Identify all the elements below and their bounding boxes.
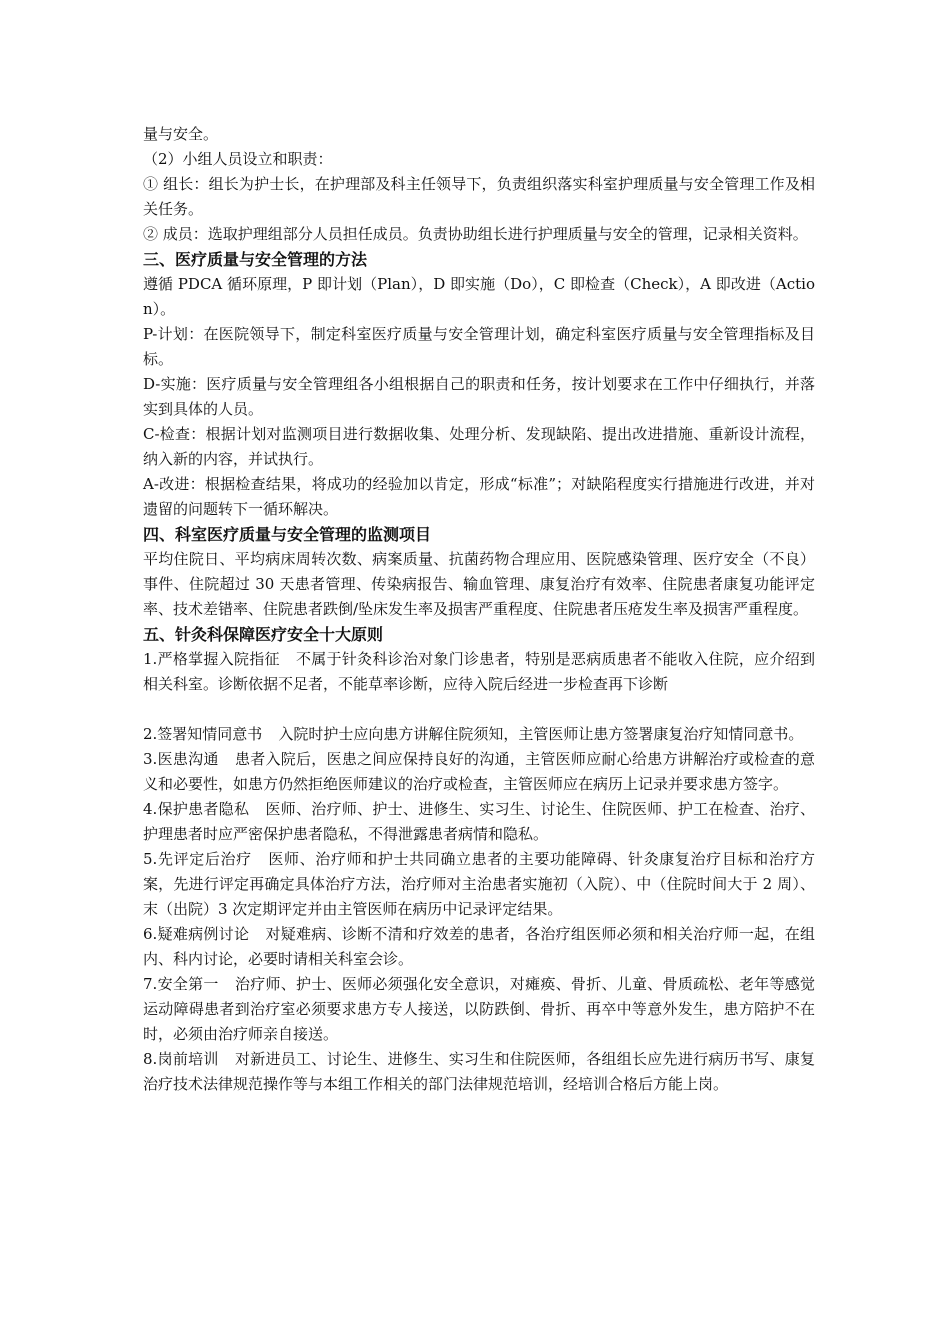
principle-item xyxy=(143,747,815,797)
blank-line xyxy=(143,697,815,722)
paragraph: ① 组长：组长为护士长，在护理部及科主任领导下，负责组织落实科室护理质量与安全管理工作及相关任务。 xyxy=(143,175,815,218)
paragraph: 平均住院日、平均病床周转次数、病案质量、抗菌药物合理应用、医院感染管理、医疗安全（不良）事件、住院超过 30 天患者管理、传染病报告、输血管理、康复治疗有效率、住院患者康复功能评定率、技术差错率、住院患者跌倒/坠床发生率及损害严重程度、住院患者压疮发生率及损害严重程度。 xyxy=(143,550,815,618)
principle-text: 入院时护士应向患方讲解住院须知，主管医师让患方签署康复治疗知情同意书。 xyxy=(278,725,804,743)
paragraph: P-计划：在医院领导下，制定科室医疗质量与安全管理计划，确定科室医疗质量与安全管理指标及目标。 xyxy=(143,325,815,368)
principle-title: 7.安全第一 xyxy=(143,975,219,993)
principle-title: 1.严格掌握入院指征 xyxy=(143,650,280,668)
document-page xyxy=(143,122,815,1097)
principle-item xyxy=(143,722,815,747)
section-heading: 四、科室医疗质量与安全管理的监测项目 xyxy=(143,525,432,544)
paragraph: 遵循 PDCA 循环原理，P 即计划（Plan），D 即实施（Do），C 即检查（Check），A 即改进（Action）。 xyxy=(143,275,815,318)
principle-title: 5.先评定后治疗 xyxy=(143,850,252,868)
principle-title: 6.疑难病例讨论 xyxy=(143,925,250,943)
section-heading: 三、医疗质量与安全管理的方法 xyxy=(143,250,368,269)
paragraph: 量与安全。 xyxy=(143,125,219,143)
principle-text: 患者入院后，医患之间应保持良好的沟通，主管医师应耐心给患方讲解治疗或检查的意义和必要性，如患方仍然拒绝医师建议的治疗或检查，主管医师应在病历上记录并要求患方签字。 xyxy=(143,750,815,793)
principle-title: 3.医患沟通 xyxy=(143,750,219,768)
principle-item xyxy=(143,647,815,697)
paragraph: D-实施：医疗质量与安全管理组各小组根据自己的职责和任务，按计划要求在工作中仔细执行，并落实到具体的人员。 xyxy=(143,375,815,418)
principle-text: 不属于针灸科诊治对象门诊患者，特别是恶病质患者不能收入住院，应介绍到相关科室。诊断依据不足者，不能草率诊断，应待入院后经进一步检查再下诊断 xyxy=(143,650,815,693)
paragraph: （2）小组人员设立和职责： xyxy=(143,150,333,168)
principle-item xyxy=(143,847,815,922)
principle-text: 对疑难病、诊断不清和疗效差的患者，各治疗组医师必须和相关治疗师一起，在组内、科内讨论，必要时请相关科室会诊。 xyxy=(143,925,815,968)
principle-item xyxy=(143,922,815,972)
principle-item xyxy=(143,1047,815,1097)
principle-title: 8.岗前培训 xyxy=(143,1050,219,1068)
principle-title: 2.签署知情同意书 xyxy=(143,725,263,743)
principle-text: 医师、治疗师、护士、进修生、实习生、讨论生、住院医师、护工在检查、治疗、护理患者时应严密保护患者隐私，不得泄露患者病情和隐私。 xyxy=(143,800,815,843)
paragraph: ② 成员：选取护理组部分人员担任成员。负责协助组长进行护理质量与安全的管理，记录相关资料。 xyxy=(143,225,808,243)
paragraph: C-检查：根据计划对监测项目进行数据收集、处理分析、发现缺陷、提出改进措施、重新设计流程，纳入新的内容，并试执行。 xyxy=(143,425,815,468)
principle-item xyxy=(143,972,815,1047)
principle-text: 医师、治疗师和护士共同确立患者的主要功能障碍、针灸康复治疗目标和治疗方案，先进行评定再确定具体治疗方法，治疗师对主治患者实施初（入院）、中（住院时间大于 2 周）、末（出院）3 次定期评定并由主管医师在病历中记录评定结果。 xyxy=(143,850,815,918)
principle-text: 对新进员工、讨论生、进修生、实习生和住院医师，各组组长应先进行病历书写、康复治疗技术法律规范操作等与本组工作相关的部门法律规范培训，经培训合格后方能上岗。 xyxy=(143,1050,815,1093)
principle-item xyxy=(143,797,815,847)
principle-title: 4.保护患者隐私 xyxy=(143,800,250,818)
section-heading: 五、针灸科保障医疗安全十大原则 xyxy=(143,625,384,644)
principle-text: 治疗师、护士、医师必须强化安全意识，对瘫痪、骨折、儿童、骨质疏松、老年等感觉运动障碍患者到治疗室必须要求患方专人接送，以防跌倒、骨折、再卒中等意外发生，患方陪护不在时，必须由治疗师亲自接送。 xyxy=(143,975,815,1043)
paragraph: A-改进：根据检查结果，将成功的经验加以肯定，形成“标准”；对缺陷程度实行措施进行改进，并对遗留的问题转下一循环解决。 xyxy=(143,475,815,518)
